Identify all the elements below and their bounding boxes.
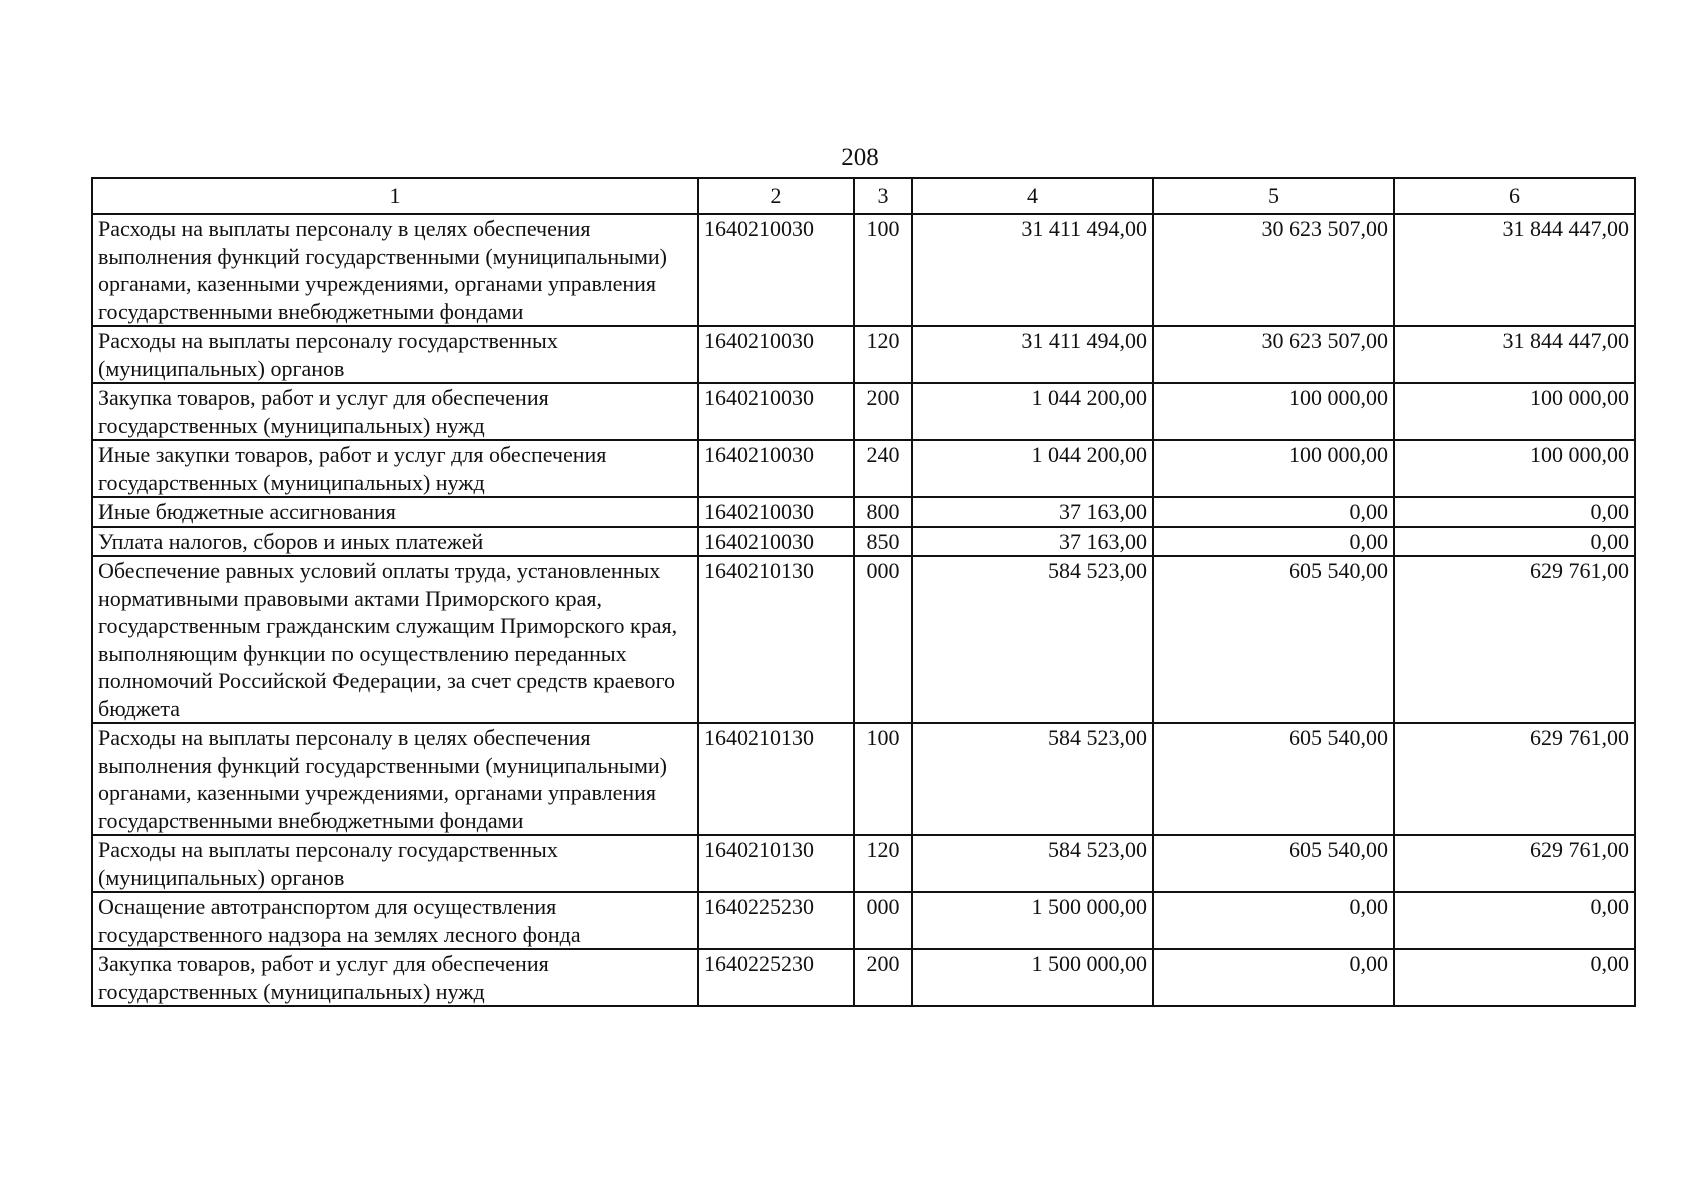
expense-name: Расходы на выплаты персоналу государственных (муниципальных) органов bbox=[92, 835, 698, 892]
amount-col4: 1 500 000,00 bbox=[912, 949, 1153, 1006]
amount-col4: 37 163,00 bbox=[912, 497, 1153, 527]
table-row bbox=[92, 723, 1635, 835]
amount-col6: 0,00 bbox=[1394, 497, 1635, 527]
expense-name: Закупка товаров, работ и услуг для обеспечения государственных (муниципальных) нужд bbox=[92, 383, 698, 440]
amount-col5: 100 000,00 bbox=[1153, 383, 1394, 440]
amount-col6: 0,00 bbox=[1394, 949, 1635, 1006]
expense-type-code: 240 bbox=[854, 440, 912, 497]
target-code: 1640210030 bbox=[698, 440, 854, 497]
expense-type-code: 200 bbox=[854, 949, 912, 1006]
table-row bbox=[92, 949, 1635, 1006]
amount-col6: 0,00 bbox=[1394, 892, 1635, 949]
amount-col4: 31 411 494,00 bbox=[912, 214, 1153, 326]
amount-col6: 0,00 bbox=[1394, 527, 1635, 557]
amount-col4: 1 500 000,00 bbox=[912, 892, 1153, 949]
amount-col6: 100 000,00 bbox=[1394, 383, 1635, 440]
amount-col4: 1 044 200,00 bbox=[912, 440, 1153, 497]
target-code: 1640210030 bbox=[698, 326, 854, 383]
expense-name: Обеспечение равных условий оплаты труда, установленных нормативными правовыми актами Приморского края, государственным гражданским служащим Приморского края, выполняющим функции по осуществлению переданных полномочий Российской Федерации, за счет средств краевого бюджета bbox=[92, 556, 698, 723]
amount-col6: 100 000,00 bbox=[1394, 440, 1635, 497]
target-code: 1640210030 bbox=[698, 497, 854, 527]
amount-col5: 100 000,00 bbox=[1153, 440, 1394, 497]
column-header-2: 2 bbox=[698, 178, 854, 214]
amount-col4: 1 044 200,00 bbox=[912, 383, 1153, 440]
table-row bbox=[92, 326, 1635, 383]
amount-col4: 584 523,00 bbox=[912, 835, 1153, 892]
expense-name: Оснащение автотранспортом для осуществления государственного надзора на землях лесного фонда bbox=[92, 892, 698, 949]
expense-name: Расходы на выплаты персоналу в целях обеспечения выполнения функций государственными (муниципальными) органами, казенными учреждениями, органами управления государственными внебюджетными фондами bbox=[92, 214, 698, 326]
column-header-6: 6 bbox=[1394, 178, 1635, 214]
column-header-1: 1 bbox=[92, 178, 698, 214]
expense-type-code: 000 bbox=[854, 892, 912, 949]
table-row bbox=[92, 497, 1635, 527]
expense-name: Уплата налогов, сборов и иных платежей bbox=[92, 527, 698, 557]
target-code: 1640225230 bbox=[698, 892, 854, 949]
amount-col5: 30 623 507,00 bbox=[1153, 214, 1394, 326]
amount-col5: 605 540,00 bbox=[1153, 556, 1394, 723]
amount-col4: 31 411 494,00 bbox=[912, 326, 1153, 383]
amount-col6: 31 844 447,00 bbox=[1394, 214, 1635, 326]
expense-name: Закупка товаров, работ и услуг для обеспечения государственных (муниципальных) нужд bbox=[92, 949, 698, 1006]
page-number: 208 bbox=[841, 144, 879, 171]
expense-type-code: 000 bbox=[854, 556, 912, 723]
amount-col4: 37 163,00 bbox=[912, 527, 1153, 557]
target-code: 1640210130 bbox=[698, 835, 854, 892]
amount-col6: 629 761,00 bbox=[1394, 835, 1635, 892]
amount-col4: 584 523,00 bbox=[912, 723, 1153, 835]
amount-col5: 0,00 bbox=[1153, 497, 1394, 527]
amount-col5: 605 540,00 bbox=[1153, 723, 1394, 835]
amount-col6: 629 761,00 bbox=[1394, 723, 1635, 835]
table-row bbox=[92, 214, 1635, 326]
expense-name: Расходы на выплаты персоналу государственных (муниципальных) органов bbox=[92, 326, 698, 383]
expense-type-code: 850 bbox=[854, 527, 912, 557]
column-header-4: 4 bbox=[912, 178, 1153, 214]
amount-col4: 584 523,00 bbox=[912, 556, 1153, 723]
expense-name: Иные бюджетные ассигнования bbox=[92, 497, 698, 527]
expense-type-code: 120 bbox=[854, 326, 912, 383]
target-code: 1640210030 bbox=[698, 214, 854, 326]
expense-type-code: 100 bbox=[854, 214, 912, 326]
table-row bbox=[92, 892, 1635, 949]
amount-col5: 605 540,00 bbox=[1153, 835, 1394, 892]
expense-type-code: 100 bbox=[854, 723, 912, 835]
table-row bbox=[92, 835, 1635, 892]
column-header-5: 5 bbox=[1153, 178, 1394, 214]
table-row bbox=[92, 440, 1635, 497]
table-row bbox=[92, 527, 1635, 557]
expense-type-code: 200 bbox=[854, 383, 912, 440]
target-code: 1640225230 bbox=[698, 949, 854, 1006]
target-code: 1640210130 bbox=[698, 556, 854, 723]
expense-name: Расходы на выплаты персоналу в целях обеспечения выполнения функций государственными (муниципальными) органами, казенными учреждениями, органами управления государственными внебюджетными фондами bbox=[92, 723, 698, 835]
amount-col5: 0,00 bbox=[1153, 527, 1394, 557]
expense-type-code: 120 bbox=[854, 835, 912, 892]
amount-col5: 0,00 bbox=[1153, 949, 1394, 1006]
budget-table bbox=[91, 177, 1636, 1007]
table-row bbox=[92, 383, 1635, 440]
target-code: 1640210030 bbox=[698, 383, 854, 440]
column-header-3: 3 bbox=[854, 178, 912, 214]
target-code: 1640210130 bbox=[698, 723, 854, 835]
header-row bbox=[92, 178, 1635, 214]
amount-col6: 31 844 447,00 bbox=[1394, 326, 1635, 383]
amount-col5: 0,00 bbox=[1153, 892, 1394, 949]
target-code: 1640210030 bbox=[698, 527, 854, 557]
table-row bbox=[92, 556, 1635, 723]
amount-col6: 629 761,00 bbox=[1394, 556, 1635, 723]
expense-type-code: 800 bbox=[854, 497, 912, 527]
amount-col5: 30 623 507,00 bbox=[1153, 326, 1394, 383]
expense-name: Иные закупки товаров, работ и услуг для обеспечения государственных (муниципальных) нужд bbox=[92, 440, 698, 497]
